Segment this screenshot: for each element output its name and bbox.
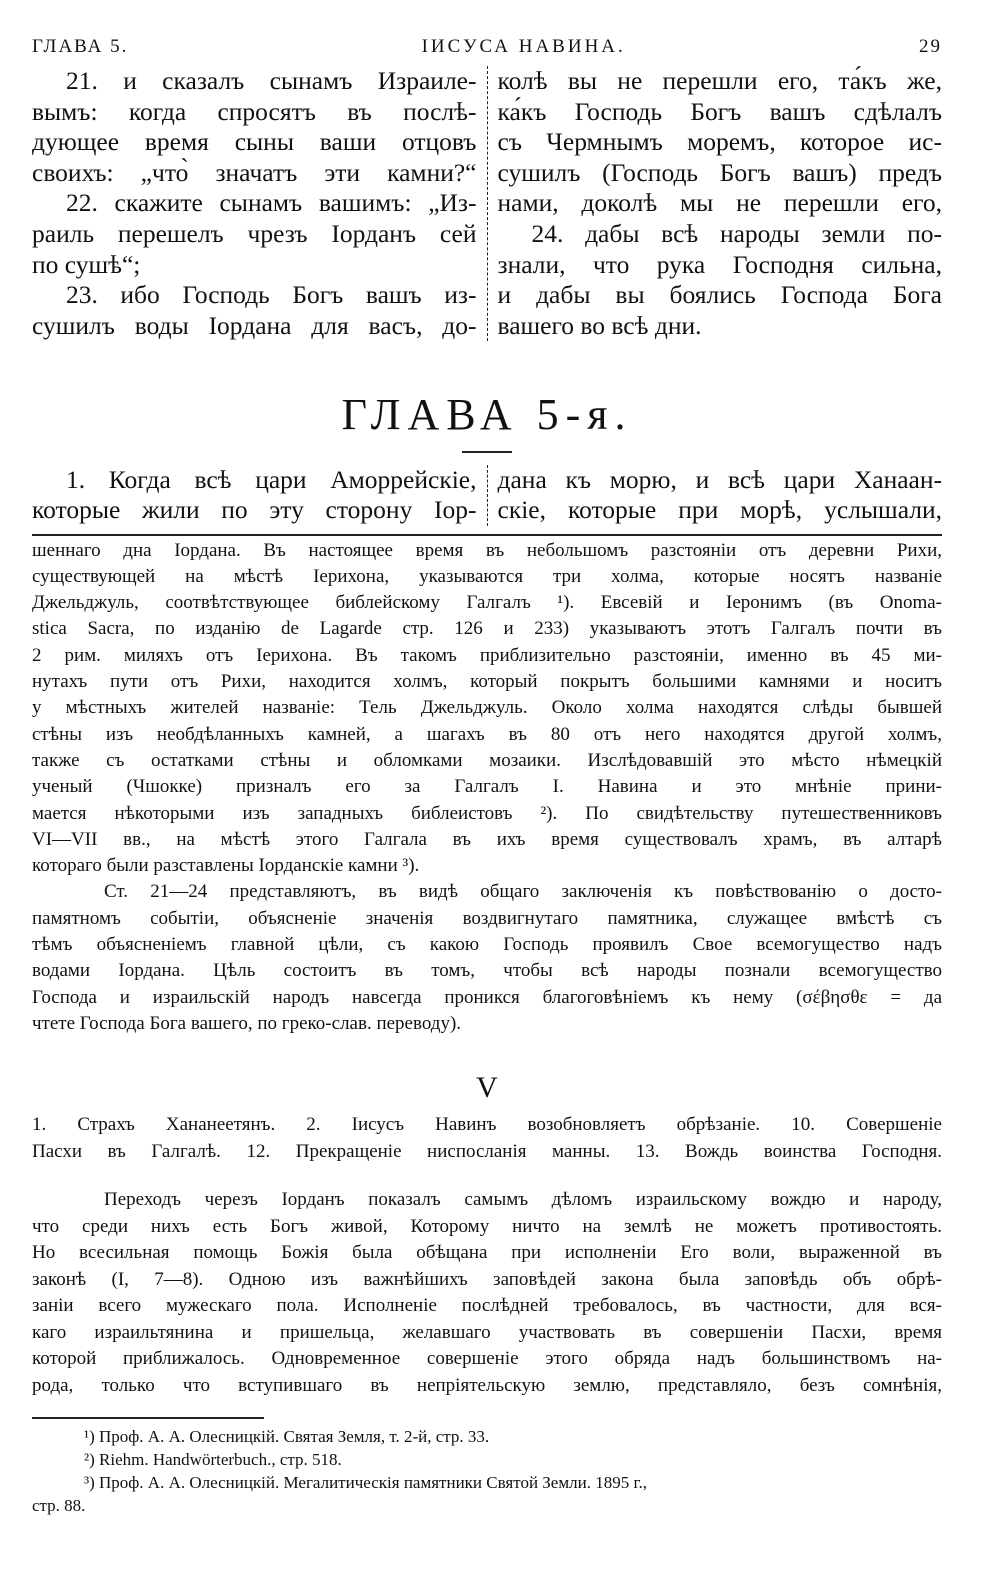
text-line: 21. и сказалъ сынамъ Израиле- [66, 66, 477, 95]
commentary-line: стѣны изъ необдѣланныхъ камней, а шагахъ въ 80 отъ него находятся другой холмъ, [32, 723, 942, 745]
text-line: 1. Когда всѣ цари Аморрейскіе, [66, 464, 477, 494]
intro-line: рода, только что вступившаго въ непріятельскую землю, представляло, безъ сомнѣнія, [32, 1374, 942, 1396]
commentary-divider [32, 534, 942, 536]
scripture-column-left [32, 465, 487, 526]
title-divider [462, 451, 512, 453]
scripture-column-left [32, 66, 487, 341]
footnotes [32, 1425, 942, 1517]
text-line: скіе, которые при морѣ, услышали, [497, 495, 942, 525]
text-line: вашего во всѣ дни. [497, 310, 702, 340]
chapter-title: ГЛАВА 5-я. [341, 390, 633, 440]
text-line: дующее время сыны ваши отцовъ [32, 127, 477, 157]
intro-line: заніи всего мужескаго пола. Исполненіе послѣдней требовалось, въ частности, для вся- [32, 1295, 942, 1317]
commentary-line: шеннаго дна Іордана. Въ настоящее время въ небольшомъ разстояніи отъ деревни Рихи, [32, 539, 942, 561]
commentary-line: Ст. 21—24 представляютъ, въ видѣ общаго заключенія къ повѣствованію о досто- [104, 881, 942, 903]
commentary-line: Джельджуль, соотвѣтствующее библейскому Галгалъ ¹). Евсевій и Іеронимъ (въ Onoma- [32, 592, 942, 614]
page-number: 29 [919, 36, 942, 57]
text-line: колѣ вы не перешли его, та́къ же, [497, 66, 942, 95]
summary-line: Пасхи въ Галгалѣ. 12. Прекращеніе ниспосланія манны. 13. Вождь воинства Господня. [32, 1141, 942, 1163]
intro-line: законѣ (І, 7—8). Одною изъ важнѣйшихъ заповѣдей закона была заповѣдь объ обрѣ- [32, 1268, 942, 1290]
text-line: 24. дабы всѣ народы земли по- [531, 218, 942, 248]
commentary-line: у мѣстныхъ жителей названіе: Тель Джельджуль. Около холма находятся слѣды бывшей [32, 697, 942, 719]
commentary-line: существующей на мѣстѣ Іерихона, указываются три холма, которые носятъ названіе [32, 565, 942, 587]
scripture-text-chapter-4-end [32, 66, 942, 341]
text-line: которые жили по эту сторону Іор- [32, 495, 477, 525]
running-head-chapter: ГЛАВА 5. [32, 36, 129, 57]
commentary-line: ученый (Чшокке) призналъ его за Галгалъ І. Навина и это мнѣніе прини- [32, 776, 942, 798]
text-line: и дабы вы боялись Господа Бога [497, 280, 942, 310]
text-line: своихъ: „что̀ значатъ эти камни?“ [32, 157, 477, 187]
text-line: ка́къ Господь Богъ вашъ сдѣлалъ [497, 96, 942, 126]
running-head [32, 36, 942, 66]
text-line: вымъ: когда спросятъ въ послѣ- [32, 96, 477, 126]
commentary-line: мается нѣкоторыми изъ западныхъ библеистовъ ²). По свидѣтельству путешественниковъ [32, 802, 942, 824]
text-line: знали, что рука Господня сильна, [497, 249, 942, 279]
text-line: нами, доколѣ мы не перешли его, [497, 188, 942, 218]
intro-line: Переходъ черезъ Іорданъ показалъ самымъ дѣломъ израильскому вождю и народу, [104, 1189, 942, 1211]
footnote-divider [32, 1417, 264, 1419]
chapter-introduction [32, 1187, 942, 1399]
commentary-line: чтете Господа Бога вашего, по греко-слав. переводу). [32, 1012, 462, 1034]
scripture-column-right [487, 66, 943, 341]
text-line: раиль перешелъ чрезъ Іорданъ сей [32, 218, 477, 248]
text-line: сушилъ (Господь Богъ вашъ) предъ [497, 157, 942, 187]
intro-line: что среди нихъ есть Богъ живой, Которому ничто на землѣ не можетъ противостоять. [32, 1215, 942, 1237]
scripture-text-chapter-5 [32, 465, 942, 526]
text-line: 22. скажите сынамъ вашимъ: „Из- [66, 188, 477, 218]
summary-line: 1. Страхъ Хананеетянъ. 2. Іисусъ Навинъ возобновляетъ обрѣзаніе. 10. Совершеніе [32, 1114, 942, 1136]
intro-line: Но всесильная помощь Божія была обѣщана при исполненіи Его воли, выраженной въ [32, 1242, 942, 1264]
footnote: ²) Riehm. Handwörterbuch., стр. 518. [84, 1449, 342, 1469]
text-line: сушилъ воды Іордана для васъ, до- [32, 310, 477, 340]
running-head-book-title: ІИСУСА НАВИНА. [421, 36, 626, 57]
chapter-summary [32, 1111, 942, 1165]
footnote-continuation: стр. 88. [32, 1495, 86, 1515]
intro-line: каго израильтянина и пришельца, желавшаго участвовать въ совершеніи Пасхи, время [32, 1321, 942, 1343]
commentary [32, 538, 942, 1038]
commentary-line: stica Sacra, по изданію de Lagarde стр. 126 и 233) указываютъ этотъ Галгалъ почти въ [32, 618, 942, 640]
commentary-line: VI—VII вв., на мѣстѣ этого Галгала въ ихъ время существовалъ храмъ, въ алтарѣ [32, 828, 942, 850]
text-line: съ Чермнымъ моремъ, которое ис- [497, 127, 942, 157]
commentary-line: памятномъ событіи, объясненіе значенія воздвигнутаго памятника, служащее вмѣстѣ съ [32, 907, 942, 929]
commentary-line: тѣмъ объясненіемъ главной цѣли, съ какою Господь проявилъ Свое всемогущество надъ [32, 933, 942, 955]
text-line: 23. ибо Господь Богъ вашъ из- [66, 280, 477, 310]
footnote: ¹) Проф. А. А. Олесницкій. Святая Земля, т. 2-й, стр. 33. [84, 1426, 490, 1446]
intro-line: которой приближалось. Одновременное совершеніе этого обряда надъ большинствомъ на- [32, 1348, 942, 1370]
commentary-line: также съ остатками стѣны и обломками мозаики. Изслѣдовавшій это мѣсто нѣмецкій [32, 749, 942, 771]
commentary-line: нутахъ пути отъ Рихи, находится холмъ, который покрытъ большими камнями и носитъ [32, 671, 942, 693]
scripture-column-right [487, 465, 943, 526]
commentary-line: Господа и израильскій народъ навсегда проникся благоговѣніемъ къ нему (σέβησθε = да [32, 986, 942, 1008]
commentary-line: котораго были разставлены Іорданскіе камни ³). [32, 855, 420, 877]
book-page [32, 36, 942, 1517]
footnote: ³) Проф. А. А. Олесницкій. Мегалитическія памятники Святой Земли. 1895 г., [84, 1472, 648, 1492]
text-line: дана къ морю, и всѣ цари Ханаан- [497, 464, 942, 494]
commentary-line: 2 рим. миляхъ отъ Іерихона. Въ такомъ приблизительно разстояніи, именно въ 45 ми- [32, 644, 942, 666]
text-line: по сушѣ“; [32, 249, 141, 279]
commentary-line: водами Іордана. Цѣль состоитъ въ томъ, чтобы всѣ народы познали всемогущество [32, 960, 942, 982]
section-roman-numeral: V [476, 1071, 498, 1105]
